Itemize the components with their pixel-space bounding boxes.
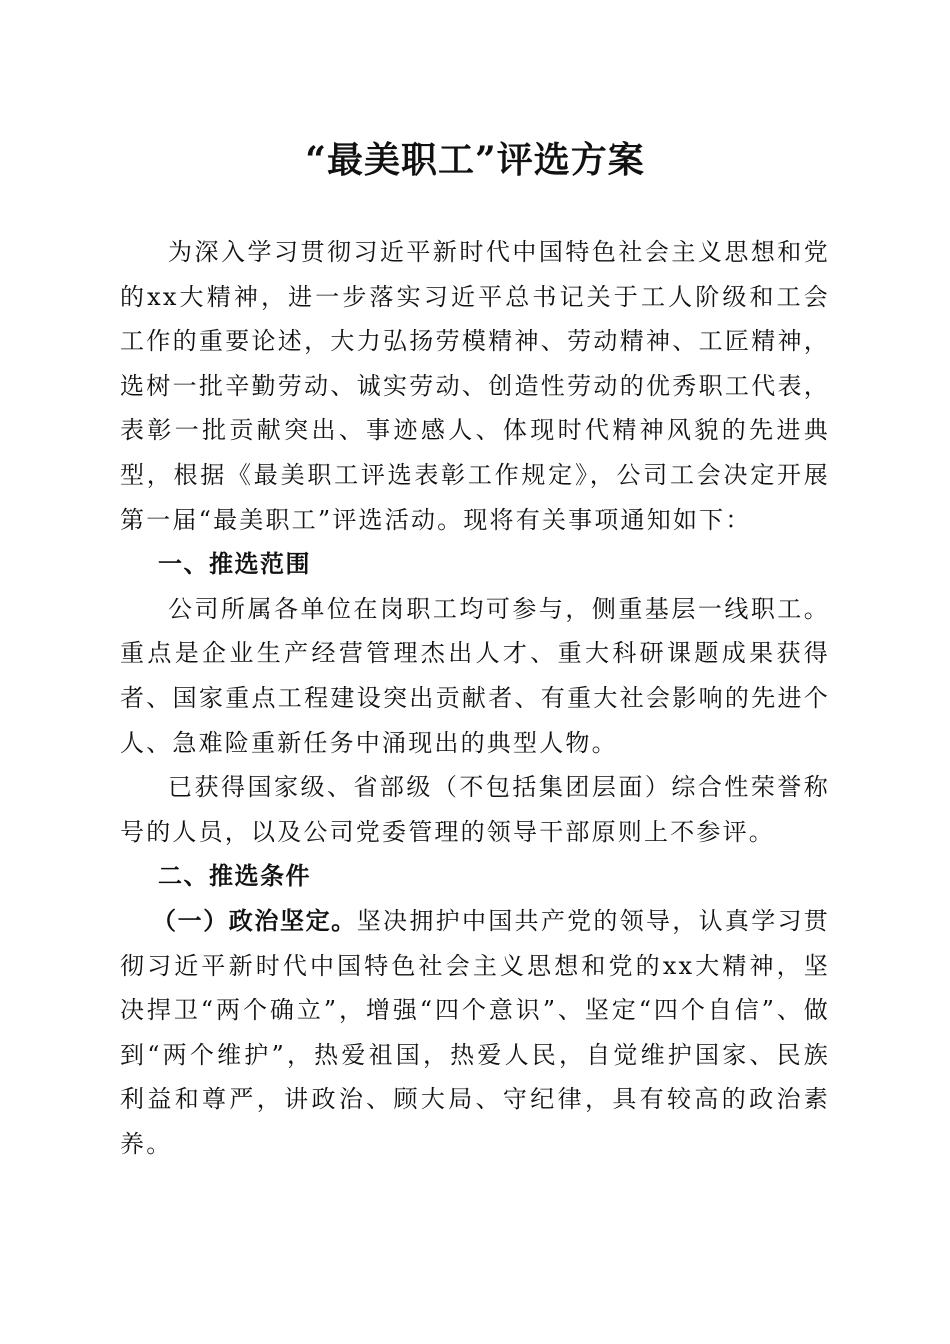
section-heading-scope: 一、推选范围: [158, 550, 311, 579]
condition-item-1-text: 坚决拥护中国共产党的领导，认真学习贯彻习近平新时代中国特色社会主义思想和党的xx大精神，坚决捍卫“两个确立”，增强“四个意识”、坚定“四个自信”、做到“两个维护”，热爱祖国，热爱人民，自觉维护国家、民族利益和尊严，讲政治、顾大局、守纪律，具有较高的政治素养。: [120, 906, 830, 1158]
scope-paragraph-1: 公司所属各单位在岗职工均可参与，侧重基层一线职工。重点是企业生产经营管理杰出人才、重大科研课题成果获得者、国家重点工程建设突出贡献者、有重大社会影响的先进个人、急难险重新任务中涌现出的典型人物。: [120, 594, 830, 757]
document-title: “最美职工”评选方案: [305, 139, 645, 181]
scope-paragraph-2: 已获得国家级、省部级（不包括集团层面）综合性荣誉称号的人员，以及公司党委管理的领导干部原则上不参评。: [120, 773, 830, 846]
section-heading-conditions: 二、推选条件: [158, 862, 311, 891]
condition-item-1-head: （一）政治坚定。: [152, 906, 357, 935]
document-body: [120, 230, 830, 1166]
intro-paragraph: 为深入学习贯彻习近平新时代中国特色社会主义思想和党的xx大精神，进一步落实习近平总书记关于工人阶级和工会工作的重要论述，大力弘扬劳模精神、劳动精神、工匠精神，选树一批辛勤劳动、诚实劳动、创造性劳动的优秀职工代表，表彰一批贡献突出、事迹感人、体现时代精神风貌的先进典型，根据《最美职工评选表彰工作规定》，公司工会决定开展第一届“最美职工”评选活动。现将有关事项通知如下：: [120, 238, 830, 534]
condition-item-1: [120, 899, 830, 1167]
